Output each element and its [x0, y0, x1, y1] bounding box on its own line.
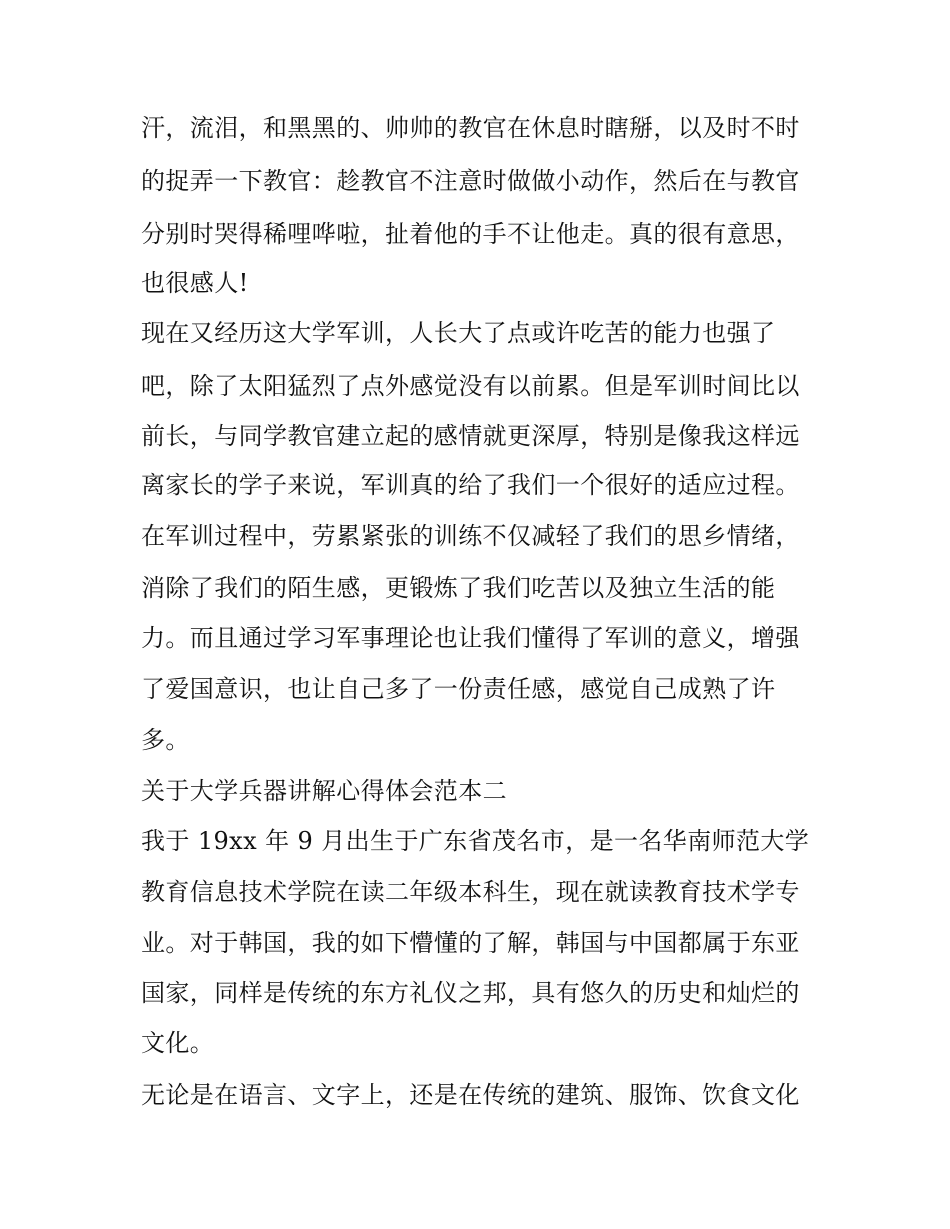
text-line: 力。而且通过学习军事理论也让我们懂得了军训的意义，增强 [141, 624, 800, 652]
text-line: 我于 19xx 年 9 月出生于广东省茂名市，是一名华南师范大学 [141, 827, 810, 855]
text-line: 国家，同样是传统的东方礼仪之邦，具有悠久的历史和灿烂的 [141, 979, 800, 1007]
text-line: 分别时哭得稀哩哗啦，扯着他的手不让他走。真的很有意思， [141, 220, 800, 248]
text-line: 现在又经历这大学军训，人长大了点或许吃苦的能力也强了 [141, 319, 776, 347]
text-line: 无论是在语言、文字上，还是在传统的建筑、服饰、饮食文化 [141, 1081, 800, 1109]
text-line: 吧，除了太阳猛烈了点外感觉没有以前累。但是军训时间比以 [141, 372, 800, 400]
text-line: 在军训过程中，劳累紧张的训练不仅减轻了我们的思乡情绪， [141, 522, 800, 550]
text-line: 前长，与同学教官建立起的感情就更深厚，特别是像我这样远 [141, 422, 800, 450]
text-line: 消除了我们的陌生感，更锻炼了我们吃苦以及独立生活的能 [141, 574, 776, 602]
text-line: 汗，流泪，和黑黑的、帅帅的教官在休息时瞎掰，以及时不时 [141, 114, 800, 142]
text-line: 了爱国意识，也让自己多了一份责任感，感觉自己成熟了许 [141, 675, 776, 703]
text-line: 文化。 [141, 1029, 215, 1057]
text-line: 业。对于韩国，我的如下懵懂的了解，韩国与中国都属于东亚 [141, 929, 800, 957]
text-line: 也很感人! [141, 269, 249, 297]
text-line: 的捉弄一下教官：趁教官不注意时做做小动作，然后在与教官 [141, 167, 800, 195]
text-line: 离家长的学子来说，军训真的给了我们一个很好的适应过程。 [141, 471, 800, 499]
text-line: 多。 [141, 726, 190, 754]
section-heading: 关于大学兵器讲解心得体会范本二 [141, 777, 507, 805]
text-line: 教育信息技术学院在读二年级本科生，现在就读教育技术学专 [141, 878, 800, 906]
